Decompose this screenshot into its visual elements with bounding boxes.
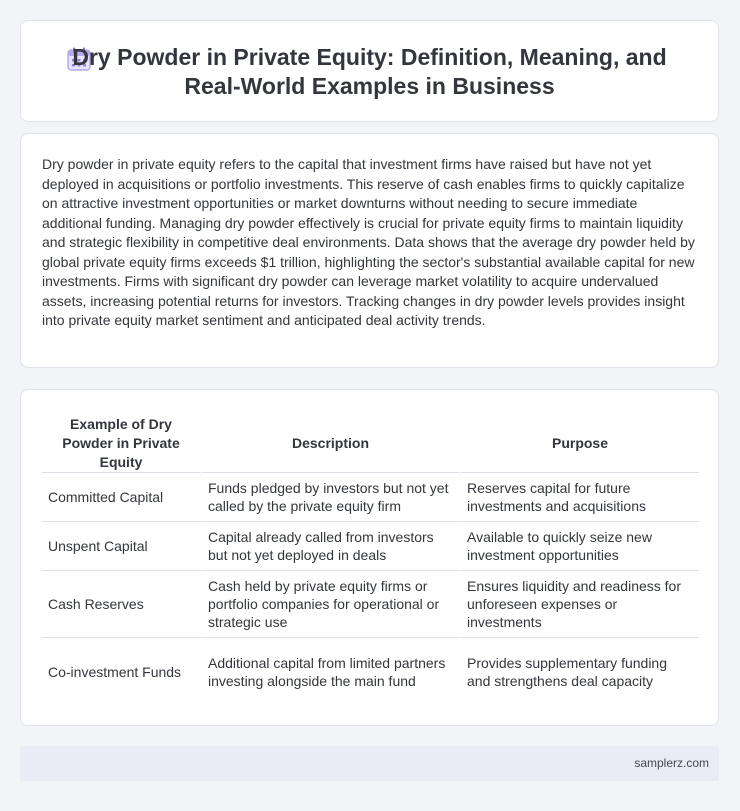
table-row [42,473,699,522]
column-header-description: Description [200,412,459,473]
table-cell-example: Unspent Capital [42,522,200,571]
footer-site-link[interactable]: samplerz.com [634,756,709,770]
table-cell-example: Committed Capital [42,473,200,522]
table-cell-description: Cash held by private equity firms or portfolio companies for operational or strategic use [200,571,459,638]
column-header-example: Example of Dry Powder in Private Equity [42,412,200,473]
table-cell-example: Co-investment Funds [48,663,182,680]
column-header-purpose: Purpose [459,412,699,473]
table-cell-description: Additional capital from limited partners investing alongside the main fund [200,638,459,705]
intro-card [20,133,719,368]
table-cell-description: Capital already called from investors but not yet deployed in deals [200,522,459,571]
table-cell-purpose: Available to quickly seize new investment opportunities [459,522,699,571]
table-cell-purpose: Reserves capital for future investments and acquisitions [459,473,699,522]
table-cell-purpose: Provides supplementary funding and strengthens deal capacity [459,638,699,705]
table-header-row [42,412,699,473]
page-title: Dry Powder in Private Equity: Definition, Meaning, and Real-World Examples in Business [72,44,667,99]
table-cell-example: Cash Reserves [42,571,200,638]
table-cell-purpose: Ensures liquidity and readiness for unforeseen expenses or investments [459,571,699,638]
title-card [20,20,719,122]
table-row [42,571,699,638]
examples-table [42,412,699,705]
intro-paragraph: Dry powder in private equity refers to the capital that investment firms have raised but have not yet deployed in acquisitions or portfolio investments. This reserve of cash enables firms to quickly capitalize on attractive investment opportunities or market downturns without needing to secure immediate additional funding. Managing dry powder effectively is crucial for private equity firms to maintain liquidity and strategic flexibility in competitive deal environments. Data shows that the average dry powder held by global private equity firms exceeds $1 trillion, highlighting the sector's substantial available capital for new investments. Firms with significant dry powder can leverage market volatility to acquire undervalued assets, increasing potential returns for investors. Tracking changes in dry powder levels provides insight into private equity market sentiment and anticipated deal activity trends. [42,156,695,328]
table-row [42,638,699,705]
footer-bar [20,746,719,781]
table-cell-description: Funds pledged by investors but not yet called by the private equity firm [200,473,459,522]
table-card [20,389,719,726]
table-row [42,522,699,571]
